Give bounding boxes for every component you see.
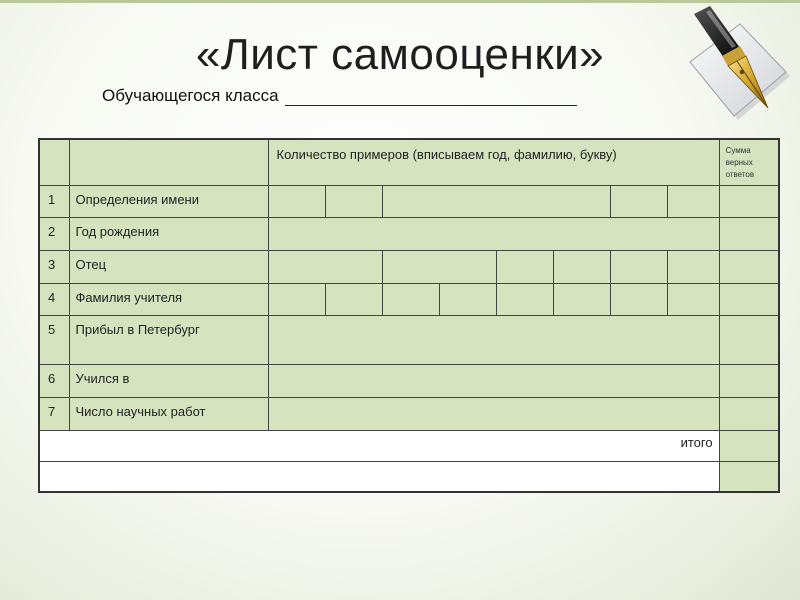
answer-cell[interactable] bbox=[667, 283, 719, 315]
header-label-cell bbox=[69, 139, 268, 185]
row-label: Учился в bbox=[75, 370, 130, 386]
row-number: 7 bbox=[48, 403, 56, 419]
empty-sum-cell bbox=[719, 461, 779, 492]
empty-cell bbox=[39, 461, 719, 492]
answer-cell[interactable] bbox=[268, 364, 719, 397]
answer-cell[interactable] bbox=[268, 185, 325, 217]
class-blank-line bbox=[285, 87, 577, 106]
answer-cell[interactable] bbox=[325, 185, 382, 217]
header-sum-text: Сумма верных ответов bbox=[725, 146, 755, 179]
answer-cell[interactable] bbox=[610, 185, 667, 217]
header-num-cell bbox=[39, 139, 69, 185]
answer-cell[interactable] bbox=[382, 250, 496, 283]
answer-cell[interactable] bbox=[382, 185, 610, 217]
answer-cell[interactable] bbox=[268, 283, 325, 315]
answer-cell[interactable] bbox=[325, 283, 382, 315]
total-label-cell bbox=[39, 430, 719, 461]
page-title: «Лист самооценки» bbox=[195, 30, 605, 79]
row-number: 5 bbox=[48, 321, 56, 337]
table-row bbox=[39, 364, 779, 397]
row-label: Год рождения bbox=[75, 223, 160, 239]
total-label: итого bbox=[680, 434, 713, 450]
self-assessment-table bbox=[38, 138, 780, 493]
sum-cell[interactable] bbox=[719, 364, 779, 397]
table-row bbox=[39, 283, 779, 315]
empty-row bbox=[39, 461, 779, 492]
answer-cell[interactable] bbox=[268, 217, 719, 250]
answer-cell[interactable] bbox=[496, 283, 553, 315]
row-label: Фамилия учителя bbox=[75, 289, 183, 305]
table-row bbox=[39, 397, 779, 430]
row-label: Прибыл в Петербург bbox=[75, 321, 200, 337]
header-count-cell bbox=[268, 139, 719, 185]
class-line bbox=[102, 86, 577, 106]
row-number: 1 bbox=[48, 191, 56, 207]
sum-cell[interactable] bbox=[719, 185, 779, 217]
sum-cell[interactable] bbox=[719, 250, 779, 283]
fountain-pen-icon bbox=[676, 4, 796, 129]
table-row bbox=[39, 217, 779, 250]
row-label: Определения имени bbox=[75, 191, 199, 207]
answer-cell[interactable] bbox=[610, 250, 667, 283]
row-label: Число научных работ bbox=[75, 403, 206, 419]
answer-cell[interactable] bbox=[268, 397, 719, 430]
row-label: Отец bbox=[75, 256, 107, 272]
class-label: Обучающегося класса bbox=[102, 86, 279, 105]
answer-cell[interactable] bbox=[382, 283, 439, 315]
answer-cell[interactable] bbox=[553, 250, 610, 283]
sum-cell[interactable] bbox=[719, 283, 779, 315]
answer-cell[interactable] bbox=[439, 283, 496, 315]
table-row bbox=[39, 185, 779, 217]
answer-cell[interactable] bbox=[268, 250, 382, 283]
row-number: 2 bbox=[48, 223, 56, 239]
header-sum-cell bbox=[719, 139, 779, 185]
sum-cell[interactable] bbox=[719, 397, 779, 430]
top-accent-stripe bbox=[0, 0, 800, 3]
answer-cell[interactable] bbox=[553, 283, 610, 315]
answer-cell[interactable] bbox=[667, 185, 719, 217]
sum-cell[interactable] bbox=[719, 315, 779, 364]
header-row bbox=[39, 139, 779, 185]
sum-cell[interactable] bbox=[719, 217, 779, 250]
table-row bbox=[39, 250, 779, 283]
total-sum-cell[interactable] bbox=[719, 430, 779, 461]
row-number: 6 bbox=[48, 370, 56, 386]
answer-cell[interactable] bbox=[610, 283, 667, 315]
header-count-text: Количество примеров (вписываем год, фамилию, букву) bbox=[276, 147, 617, 162]
answer-cell[interactable] bbox=[667, 250, 719, 283]
row-number: 3 bbox=[48, 256, 56, 272]
table-row bbox=[39, 315, 779, 364]
total-row bbox=[39, 430, 779, 461]
answer-cell[interactable] bbox=[496, 250, 553, 283]
row-number: 4 bbox=[48, 289, 56, 305]
answer-cell[interactable] bbox=[268, 315, 719, 364]
